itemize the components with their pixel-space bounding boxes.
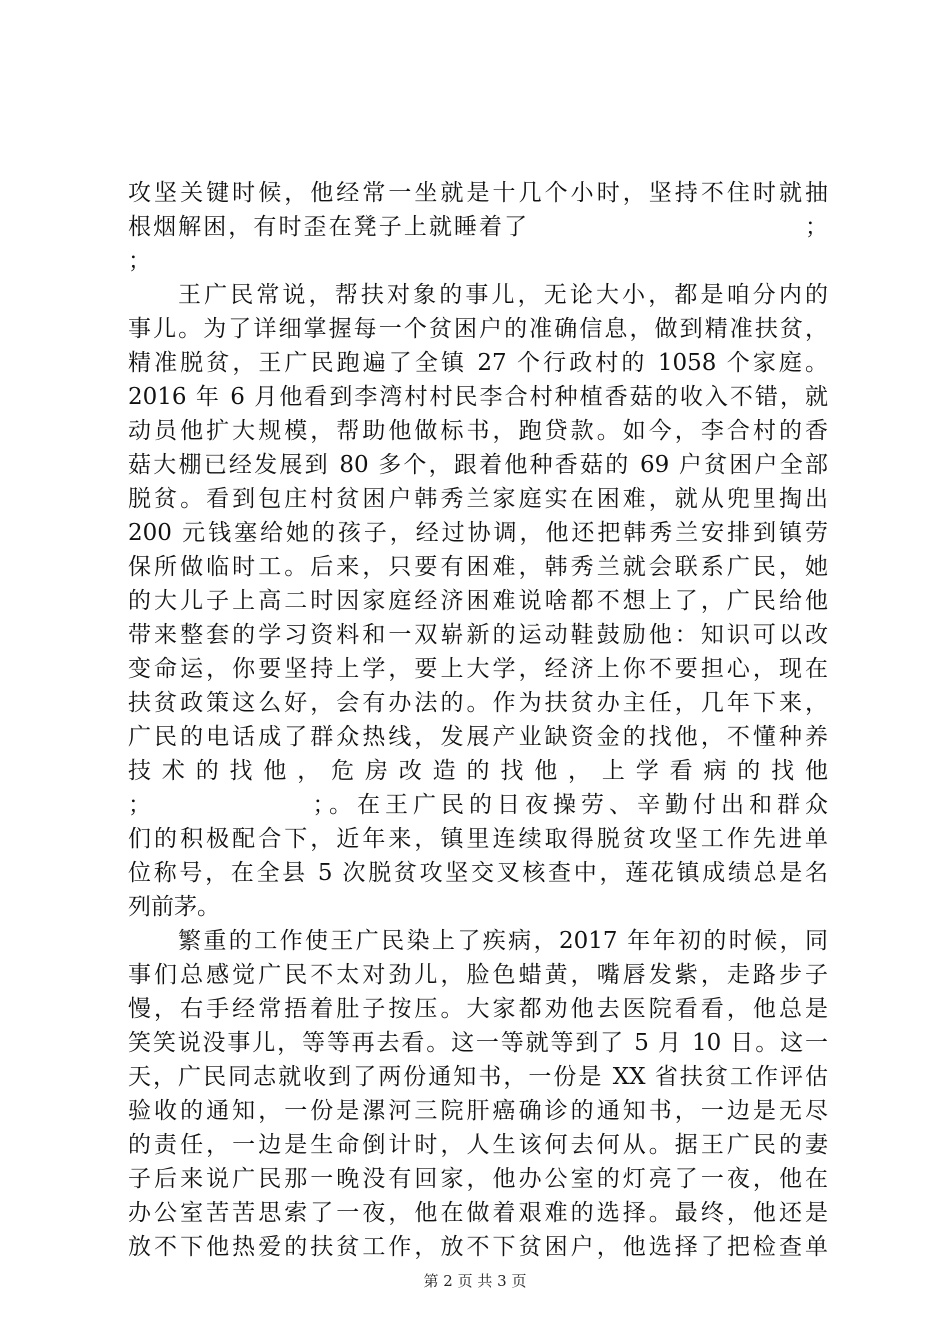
text-line: 脱贫。看到包庄村贫困户韩秀兰家庭实在困难，就从兜里掏出	[128, 486, 828, 512]
text-line: 放不下他热爱的扶贫工作，放不下贫困户，他选择了把检查单	[128, 1234, 828, 1260]
text-line: 子后来说广民那一晚没有回家，他办公室的灯亮了一夜，他在	[128, 1166, 828, 1192]
text-line: 事儿。为了详细掌握每一个贫困户的准确信息，做到精准扶贫，	[128, 316, 828, 342]
text-line: 办公室苦苦思索了一夜，他在做着艰难的选择。最终，他还是	[128, 1200, 828, 1226]
text-line: ； ；。在王广民的日夜操劳、辛勤付出和群众	[128, 792, 828, 818]
text-line: 的大儿子上高二时因家庭经济困难说啥都不想上了，广民给他	[128, 588, 828, 614]
text-line: 验收的通知，一份是漯河三院肝癌确诊的通知书，一边是无尽	[128, 1098, 828, 1124]
paragraph-start-line: 王广民常说，帮扶对象的事儿，无论大小，都是咱分内的	[178, 282, 828, 308]
text-line: 2016 年 6 月他看到李湾村村民李合村种植香菇的收入不错，就	[128, 384, 828, 410]
text-line: 精准脱贫，王广民跑遍了全镇 27 个行政村的 1058 个家庭。	[128, 350, 828, 376]
text-line: ；	[128, 248, 151, 274]
text-line: 技术的找他，危房改造的找他，上学看病的找他	[128, 758, 828, 784]
text-line: 列前茅。	[128, 894, 220, 920]
text-line: 扶贫政策这么好，会有办法的。作为扶贫办主任，几年下来，	[128, 690, 828, 716]
text-line: 菇大棚已经发展到 80 多个，跟着他种香菇的 69 户贫困户全部	[128, 452, 828, 478]
text-line: 保所做临时工。后来，只要有困难，韩秀兰就会联系广民，她	[128, 554, 828, 580]
text-line: 笑笑说没事儿，等等再去看。这一等就等到了 5 月 10 日。这一	[128, 1030, 828, 1056]
text-line: 们的积极配合下，近年来，镇里连续取得脱贫攻坚工作先进单	[128, 826, 828, 852]
text-line: 的责任，一边是生命倒计时，人生该何去何从。据王广民的妻	[128, 1132, 828, 1158]
text-line: 广民的电话成了群众热线，发展产业缺资金的找他，不懂种养	[128, 724, 828, 750]
text-line: 带来整套的学习资料和一双崭新的运动鞋鼓励他：知识可以改	[128, 622, 828, 648]
text-line: 天，广民同志就收到了两份通知书，一份是 XX 省扶贫工作评估	[128, 1064, 828, 1090]
text-line: 200 元钱塞给她的孩子，经过协调，他还把韩秀兰安排到镇劳	[128, 520, 828, 546]
page-footer: 第 2 页 共 3 页	[423, 1272, 527, 1290]
text-line: 变命运，你要坚持上学，要上大学，经济上你不要担心，现在	[128, 656, 828, 682]
text-line: 事们总感觉广民不太对劲儿，脸色蜡黄，嘴唇发紫，走路步子	[128, 962, 828, 988]
text-line: 攻坚关键时候，他经常一坐就是十几个小时，坚持不住时就抽	[128, 180, 828, 206]
text-line: 慢，右手经常捂着肚子按压。大家都劝他去医院看看，他总是	[128, 996, 828, 1022]
text-line: 动员他扩大规模，帮助他做标书，跑贷款。如今，李合村的香	[128, 418, 828, 444]
paragraph-start-line: 繁重的工作使王广民染上了疾病，2017 年年初的时候，同	[178, 928, 828, 954]
text-line: 根烟解困，有时歪在凳子上就睡着了 ；	[128, 214, 828, 240]
text-line: 位称号，在全县 5 次脱贫攻坚交叉核查中，莲花镇成绩总是名	[128, 860, 828, 886]
